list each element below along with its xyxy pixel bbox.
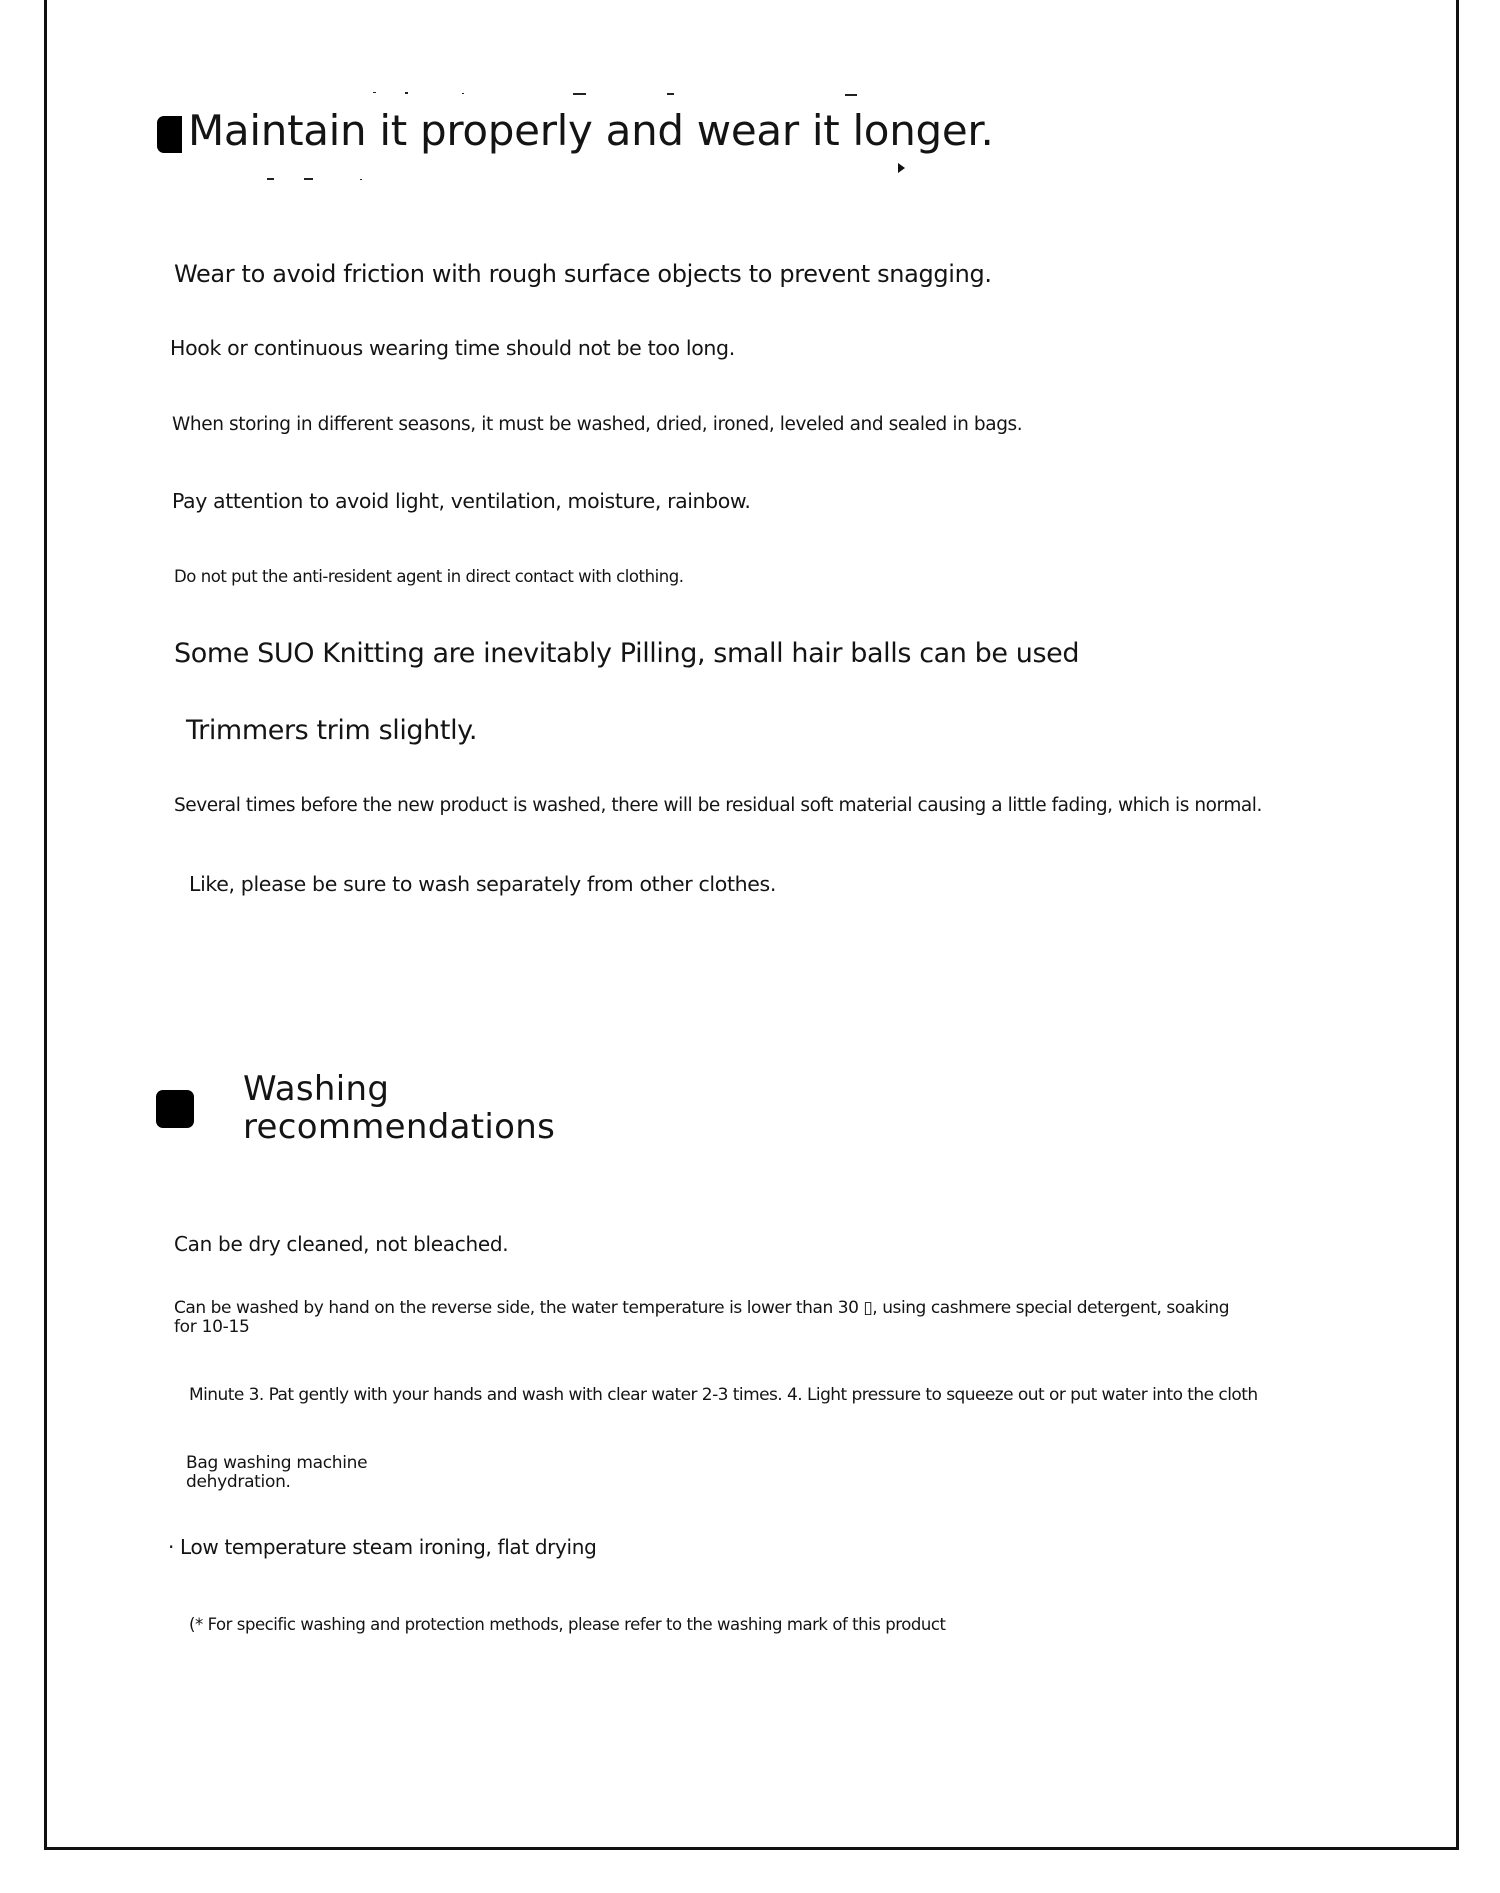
decorative-fragment (360, 179, 362, 180)
section-title-care: Maintain it properly and wear it longer. (188, 106, 994, 155)
washing-note: (* For specific washing and protection methods, please refer to the washing mark of this product (189, 1615, 946, 1634)
washing-item: · Low temperature steam ironing, flat drying (168, 1535, 597, 1559)
care-item: Hook or continuous wearing time should not be too long. (170, 336, 735, 360)
washing-item: Can be washed by hand on the reverse side, the water temperature is lower than 30 ▯, using cashmere special detergent, soaking (174, 1298, 1230, 1318)
washing-item: dehydration. (186, 1472, 291, 1492)
washing-item: for 10-15 (174, 1317, 250, 1337)
decorative-fragment (462, 93, 464, 94)
triangle-marker-icon (898, 163, 905, 173)
care-item: When storing in different seasons, it must be washed, dried, ironed, leveled and sealed in bags. (172, 414, 1023, 435)
care-item: Do not put the anti-resident agent in direct contact with clothing. (174, 567, 684, 586)
care-item: Like, please be sure to wash separately from other clothes. (189, 872, 777, 896)
section-title-washing-line2: recommendations (243, 1107, 556, 1147)
decorative-fragment (267, 178, 274, 180)
washing-item: Can be dry cleaned, not bleached. (174, 1232, 509, 1256)
decorative-fragment (405, 92, 408, 94)
care-item: Trimmers trim slightly. (186, 715, 478, 746)
decorative-fragment (304, 178, 313, 180)
bullet-square-icon (156, 1090, 194, 1128)
care-item: Pay attention to avoid light, ventilation, moisture, rainbow. (172, 489, 751, 513)
care-item: Wear to avoid friction with rough surface objects to prevent snagging. (174, 260, 992, 288)
washing-item: Minute 3. Pat gently with your hands and wash with clear water 2-3 times. 4. Light pressure to squeeze out or put water into the cloth (189, 1385, 1258, 1405)
decorative-fragment (373, 92, 376, 93)
washing-item: Bag washing machine (186, 1453, 368, 1473)
care-item: Several times before the new product is washed, there will be residual soft material causing a little fading, which is normal. (174, 795, 1262, 816)
care-item: Some SUO Knitting are inevitably Pilling, small hair balls can be used (174, 638, 1080, 669)
decorative-fragment (845, 94, 857, 96)
bullet-square-icon (157, 116, 182, 153)
decorative-fragment (667, 93, 674, 95)
section-title-washing-line1: Washing (243, 1069, 390, 1109)
decorative-fragment (573, 93, 586, 95)
